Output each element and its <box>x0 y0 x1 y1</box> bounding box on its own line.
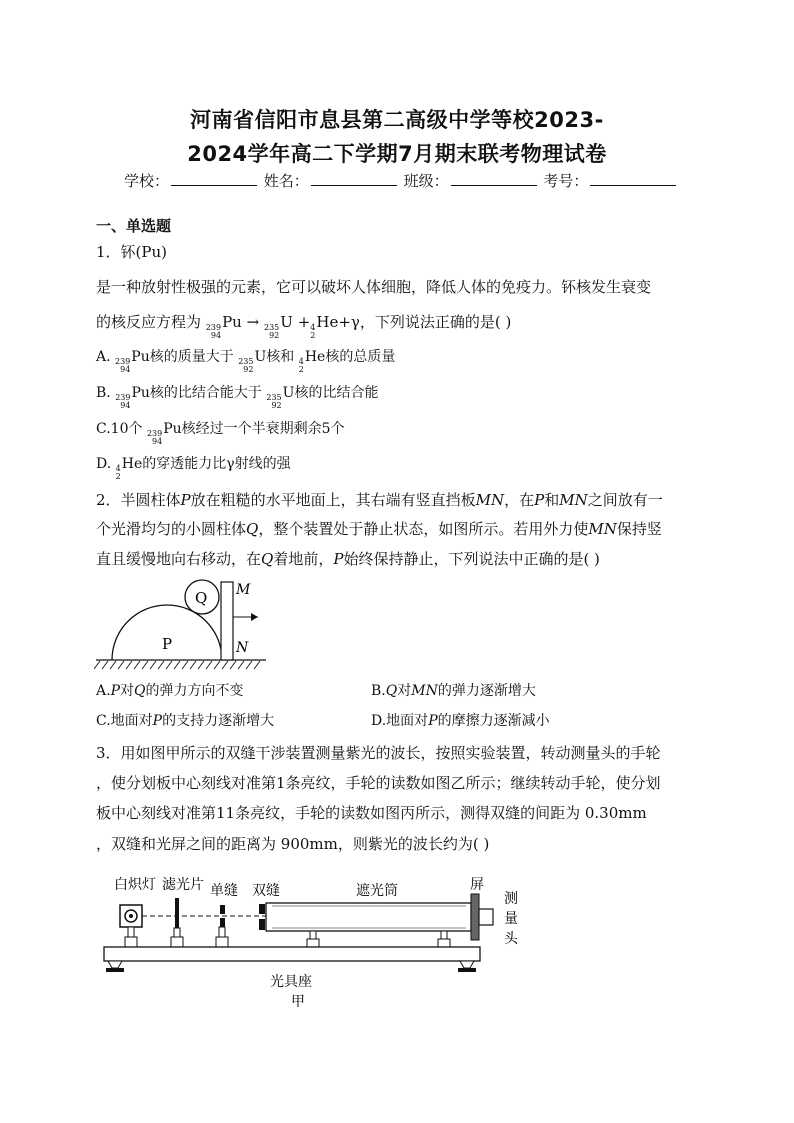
label-n: N <box>236 640 249 656</box>
exam-no-blank[interactable] <box>590 171 676 186</box>
board-mn <box>221 582 233 660</box>
q3-stem-line-1: 3．用如图甲所示的双缝干涉装置测量紫光的波长，按照实验装置，转动测量头的手轮 <box>96 744 661 762</box>
q2-option-b[interactable]: B.Q对MN的弹力逐渐增大 <box>371 683 536 699</box>
q1-option-c[interactable]: C.10个 239 94 Pu核经过一个半衰期剩余5个 <box>96 421 345 446</box>
name-blank[interactable] <box>311 171 397 186</box>
q1-stem-line-3 <box>96 311 511 340</box>
q1-option-b[interactable]: B. 239 94 Pu核的比结合能大于 235 92 U核的比结合能 <box>96 385 379 410</box>
school-blank[interactable] <box>171 171 257 186</box>
student-info-line <box>124 170 678 191</box>
q3-figure <box>98 872 538 1010</box>
class-blank[interactable] <box>451 171 537 186</box>
q1-stem-text: 的核反应方程为 <box>96 313 202 331</box>
pu-nuclide: 239 94 Pu <box>205 313 242 340</box>
reaction-plus: + <box>297 313 311 331</box>
push-arrow-icon <box>251 613 258 621</box>
q1-option-d[interactable]: D. 4 2 He的穿透能力比γ射线的强 <box>96 456 291 481</box>
q1-stem-line-1: 1．钚(Pu) <box>96 243 168 261</box>
name-label: 姓名： <box>263 172 309 190</box>
gamma-term: +γ <box>338 313 360 331</box>
title-line-1: 河南省信阳市息县第二高级中学等校2023- <box>190 108 604 132</box>
label-head-2: 量 <box>504 911 518 927</box>
section-heading: 一、单选题 <box>96 217 172 235</box>
label-double-slit: 双缝 <box>252 883 280 899</box>
q1-option-a[interactable]: A. 239 94 Pu核的质量大于 235 92 U核和 4 2 He核的总质量 <box>96 349 396 374</box>
q2-stem-line-2: 个光滑均匀的小圆柱体Q，整个装置处于静止状态，如图所示。若用外力使MN保持竖 <box>96 520 662 538</box>
q2-option-c[interactable]: C.地面对P的支持力逐渐增大 <box>96 713 275 729</box>
q1-stem-tail: ，下列说法正确的是( ) <box>359 313 512 331</box>
label-q: Q <box>195 589 208 607</box>
light-tube <box>266 903 471 931</box>
label-filter: 滤光片 <box>162 877 204 893</box>
reaction-arrow: → <box>246 313 260 331</box>
q3-stem-line-2: ，使分划板中心刻线对准第1条亮纹，手轮的读数如图乙所示；继续转动手轮，使分划 <box>96 774 661 792</box>
class-label: 班级： <box>403 172 449 190</box>
screen-icon <box>471 894 479 940</box>
school-label: 学校： <box>124 172 170 190</box>
q2-figure <box>94 576 269 671</box>
label-bench: 光具座 <box>270 974 312 990</box>
filter-icon <box>175 898 179 928</box>
label-p: P <box>162 635 173 653</box>
he-nuclide: 4 2 He <box>310 313 339 340</box>
q2-stem-line-3: 直且缓慢地向右移动，在Q着地前，P始终保持静止，下列说法中正确的是( ) <box>96 550 600 568</box>
label-head-3: 头 <box>504 931 518 947</box>
q3-stem-line-4: ，双缝和光屏之间的距离为 900mm，则紫光的波长约为( ) <box>96 835 490 853</box>
q2-option-d[interactable]: D.地面对P的摩擦力逐渐减小 <box>371 713 550 729</box>
label-tube: 遮光筒 <box>356 883 398 899</box>
double-slit-icon <box>259 904 265 914</box>
q3-stem-line-3: 板中心刻线对准第11条亮纹，手轮的读数如图丙所示，测得双缝的间距为 0.30mm <box>96 804 647 822</box>
title-line-2: 2024学年高二下学期7月期末联考物理试卷 <box>187 142 607 166</box>
u-nuclide: 235 92 U <box>263 313 293 340</box>
label-head-1: 测 <box>504 891 518 907</box>
measuring-head <box>479 909 493 925</box>
q2-stem-line-1: 2．半圆柱体P放在粗糙的水平地面上，其右端有竖直挡板MN，在P和MN之间放有一 <box>96 491 663 509</box>
q1-stem-line-2: 是一种放射性极强的元素，它可以破坏人体细胞，降低人体的免疫力。钚核发生衰变 <box>96 278 652 296</box>
figure-caption: 甲 <box>291 994 305 1010</box>
label-lamp: 白炽灯 <box>114 877 156 893</box>
exam-no-label: 考号： <box>543 172 589 190</box>
single-slit-icon <box>220 905 225 914</box>
optical-bench <box>104 947 480 961</box>
label-m: M <box>236 582 251 598</box>
label-screen: 屏 <box>470 877 484 893</box>
label-single-slit: 单缝 <box>210 883 238 899</box>
q2-option-a[interactable]: A.P对Q的弹力方向不变 <box>96 683 244 699</box>
